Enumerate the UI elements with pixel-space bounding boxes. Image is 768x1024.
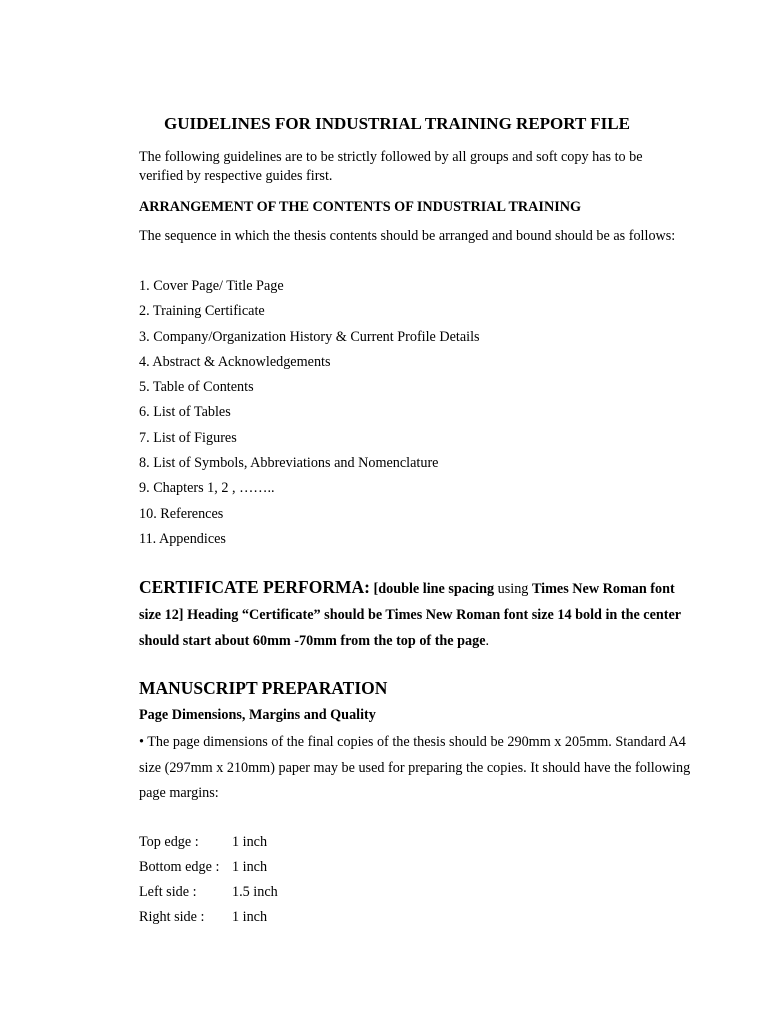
margin-row-left <box>139 880 278 905</box>
arrangement-heading: ARRANGEMENT OF THE CONTENTS OF INDUSTRIAL TRAINING <box>139 199 581 215</box>
intro-paragraph: The following guidelines are to be strictly followed by all groups and soft copy has to be verified by respective guides first. <box>139 149 643 184</box>
list-item: 3. Company/Organization History & Current Profile Details <box>139 328 480 345</box>
dimensions-subheading: Page Dimensions, Margins and Quality <box>139 707 376 723</box>
certificate-text-3: Times New Roman font size 12] Heading “Certificate” should be Times New Roman font size 14 bold in the center should start about 60mm -70mm from the top of the page <box>139 581 681 649</box>
certificate-heading: CERTIFICATE PERFORMA: <box>139 577 370 597</box>
margin-label: Right side : <box>139 909 205 925</box>
list-item: 6. List of Tables <box>139 404 231 421</box>
margin-label: Top edge : <box>139 834 199 850</box>
list-item: 8. List of Symbols, Abbreviations and Nomenclature <box>139 455 439 472</box>
margin-value: 1 inch <box>232 859 268 875</box>
list-item: 9. Chapters 1, 2 , …….. <box>139 480 275 497</box>
list-item: 4. Abstract & Acknowledgements <box>139 353 331 370</box>
certificate-paragraph <box>139 574 699 654</box>
list-item: 11. Appendices <box>139 530 226 547</box>
certificate-text-2: using <box>494 581 532 597</box>
dimensions-paragraph: • The page dimensions of the final copies of the thesis should be 290mm x 205mm. Standard A4 size (297mm x 210mm) paper may be used for preparing the copies. It should have the following page margins: <box>139 734 691 801</box>
list-item: 2. Training Certificate <box>139 303 265 320</box>
margin-value: 1.5 inch <box>232 884 278 900</box>
certificate-text-1: [double line spacing <box>369 581 495 597</box>
margin-row-right <box>139 905 278 930</box>
margin-value: 1 inch <box>232 909 268 925</box>
list-item: 10. References <box>139 505 224 522</box>
document-title: GUIDELINES FOR INDUSTRIAL TRAINING REPORT FILE <box>164 114 630 133</box>
list-item: 7. List of Figures <box>139 429 237 446</box>
margin-label: Bottom edge : <box>139 859 220 875</box>
manuscript-heading: MANUSCRIPT PREPARATION <box>139 678 388 698</box>
sequence-paragraph: The sequence in which the thesis contents should be arranged and bound should be as follows: <box>139 228 676 244</box>
list-item: 5. Table of Contents <box>139 379 254 396</box>
certificate-text-4: . <box>485 633 490 649</box>
margin-row-top <box>139 830 278 855</box>
margin-row-bottom <box>139 855 278 880</box>
contents-list <box>139 274 480 552</box>
list-item: 1. Cover Page/ Title Page <box>139 278 284 294</box>
margins-table <box>139 830 278 930</box>
margin-value: 1 inch <box>232 834 268 850</box>
margin-label: Left side : <box>139 884 197 900</box>
